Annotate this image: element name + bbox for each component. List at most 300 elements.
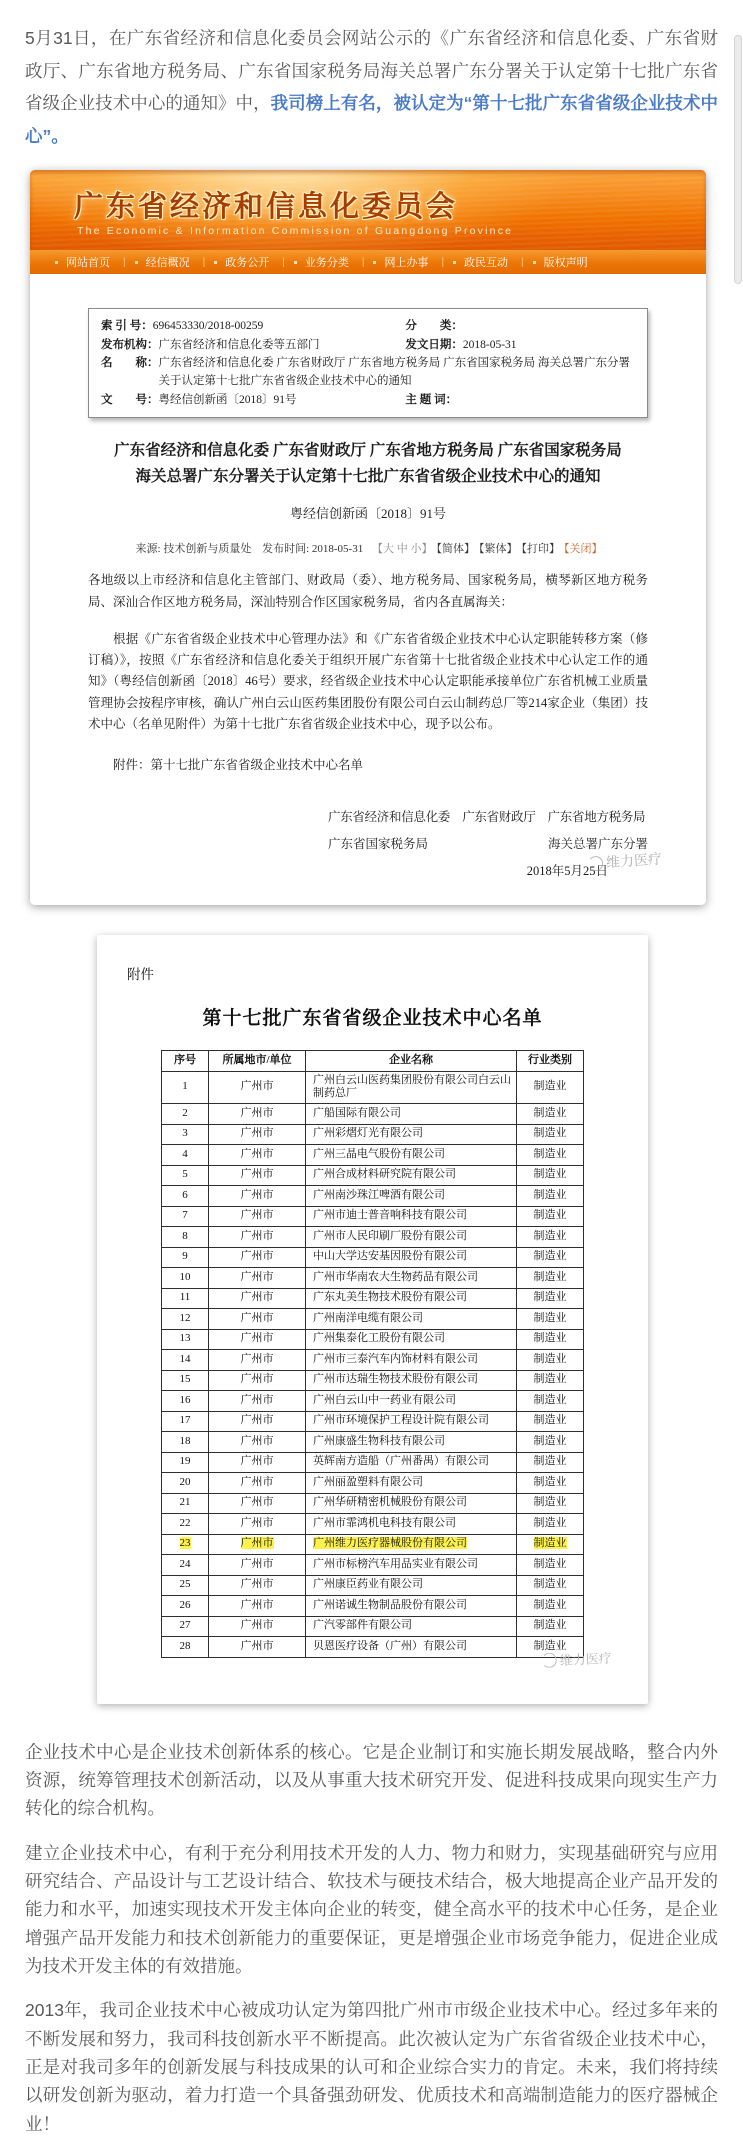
cell-industry-text: 制造业 xyxy=(533,1291,567,1304)
cell-company-text: 广州华研精密机械股份有限公司 xyxy=(313,1496,467,1509)
table-row xyxy=(162,1473,584,1494)
doc-tool-link[interactable]: 【关闭】 xyxy=(563,543,603,556)
cell-serial xyxy=(162,1268,209,1289)
doc-publish-time: 发布时间: 2018-05-31 xyxy=(262,543,364,556)
cell-company xyxy=(306,1411,517,1432)
cell-region xyxy=(209,1124,306,1145)
signature-line1: 广东省经济和信息化委 广东省财政厅 广东省地方税务局 xyxy=(328,810,646,825)
cell-company xyxy=(306,1186,517,1207)
attachment-title: 第十七批广东省省级企业技术中心名单 xyxy=(202,1008,543,1030)
meta-agency xyxy=(101,336,405,354)
doc-tool-link[interactable]: 【大 中 小】 xyxy=(371,543,433,556)
meta-name-value: 广东省经济和信息化委 广东省财政厅 广东省地方税务局 广东省国家税务局 海关总署广东分署关于认定第十七批广东省省级企业技术中心的通知 xyxy=(158,356,630,388)
cell-industry xyxy=(517,1473,584,1494)
cell-serial xyxy=(162,1071,209,1104)
signature-date: 2018年5月25日 xyxy=(526,864,608,879)
cell-region-text: 广州市 xyxy=(240,1393,274,1406)
cell-industry-text: 制造业 xyxy=(533,1352,567,1365)
attachment-label: 附件 xyxy=(127,967,154,983)
table-row xyxy=(162,1350,584,1371)
intro-highlight-text: 我司榜上有名，被认定为“第十七批广东省省级企业技术中心”。 xyxy=(25,93,719,146)
cell-region-text: 广州市 xyxy=(240,1106,274,1119)
cell-industry-text: 制造业 xyxy=(533,1475,567,1488)
cell-serial xyxy=(162,1124,209,1145)
cell-region-text: 广州市 xyxy=(240,1619,274,1632)
doc-title-line2: 海关总署广东分署关于认定第十七批广东省省级企业技术中心的通知 xyxy=(135,467,601,485)
cell-serial xyxy=(162,1206,209,1227)
cell-company xyxy=(306,1432,517,1453)
cell-region xyxy=(209,1186,306,1207)
cell-serial xyxy=(162,1309,209,1330)
cell-industry xyxy=(517,1514,584,1535)
cell-region-text: 广州市 xyxy=(240,1557,274,1570)
cell-company xyxy=(306,1575,517,1596)
doc-paragraph-recipients: 各地级以上市经济和信息化主管部门、财政局（委）、地方税务局、国家税务局，横琴新区地方税务局、深汕合作区地方税务局，深汕特别合作区国家税务局，省内各直属海关： xyxy=(88,573,648,609)
cell-industry xyxy=(517,1206,584,1227)
cell-region-text: 广州市 xyxy=(240,1516,274,1529)
cell-region xyxy=(209,1534,306,1555)
cell-company xyxy=(306,1309,517,1330)
cell-industry xyxy=(517,1411,584,1432)
cell-company xyxy=(306,1124,517,1145)
cell-company-text: 广州市霏鸿机电科技有限公司 xyxy=(313,1516,456,1529)
cell-region xyxy=(209,1493,306,1514)
doc-title-line1: 广东省经济和信息化委 广东省财政厅 广东省地方税务局 广东省国家税务局 xyxy=(114,442,622,460)
meta-agency-label: 发布机构： xyxy=(101,338,159,351)
cell-region xyxy=(209,1071,306,1104)
cell-serial-text: 2 xyxy=(182,1106,188,1119)
cell-company-text: 广州市环境保护工程设计院有限公司 xyxy=(313,1414,489,1427)
cell-region-text: 广州市 xyxy=(240,1639,274,1652)
meta-subject-label: 主 题 词： xyxy=(405,393,458,406)
nav-item-label: 业务分类 xyxy=(304,257,349,270)
cell-serial-text: 1 xyxy=(182,1080,188,1093)
table-row xyxy=(162,1145,584,1166)
cell-industry-text: 制造业 xyxy=(533,1434,567,1447)
cell-company xyxy=(306,1473,517,1494)
cell-region-text: 广州市 xyxy=(240,1270,274,1283)
cell-industry-text: 制造业 xyxy=(533,1106,567,1119)
cell-company-text: 贝恩医疗设备（广州）有限公司 xyxy=(313,1639,467,1652)
cell-serial-text: 28 xyxy=(179,1639,191,1652)
cell-region xyxy=(209,1452,306,1473)
intro-paragraph xyxy=(25,22,718,152)
cell-region-text: 广州市 xyxy=(240,1475,274,1488)
cell-company xyxy=(306,1555,517,1576)
cell-region xyxy=(209,1370,306,1391)
cell-industry xyxy=(517,1309,584,1330)
cell-industry-text: 制造业 xyxy=(533,1332,567,1345)
meta-index xyxy=(101,317,405,335)
outro-paragraph-1: 企业技术中心是企业技术创新体系的核心。它是企业制订和实施长期发展战略，整合内外资源，统筹管理技术创新活动，以及从事重大技术研究开发、促进科技成果向现实生产力转化的综合机构。 xyxy=(25,1741,718,1819)
nav-item[interactable] xyxy=(364,254,444,270)
cell-serial-text: 19 xyxy=(179,1455,191,1468)
cell-region xyxy=(209,1411,306,1432)
site-navbar xyxy=(30,250,706,274)
cell-serial xyxy=(162,1350,209,1371)
cell-company xyxy=(306,1288,517,1309)
doc-attachment-line: 附件：第十七批广东省省级企业技术中心名单 xyxy=(113,758,364,773)
signature-line2 xyxy=(328,834,648,852)
cell-industry-text: 制造业 xyxy=(533,1639,567,1652)
cell-region xyxy=(209,1555,306,1576)
cell-company-text: 广州维力医疗器械股份有限公司 xyxy=(313,1537,467,1550)
cell-industry-text: 制造业 xyxy=(533,1311,567,1324)
cell-region-text: 广州市 xyxy=(240,1311,274,1324)
cell-serial-text: 20 xyxy=(179,1475,191,1488)
cell-serial-text: 3 xyxy=(182,1127,188,1140)
cell-industry-text: 制造业 xyxy=(533,1209,567,1222)
cell-industry xyxy=(517,1534,584,1555)
doc-content xyxy=(30,274,706,905)
nav-item-label: 版权声明 xyxy=(543,257,588,270)
cell-company-text: 广州三晶电气股份有限公司 xyxy=(313,1147,445,1160)
nav-item-label: 政务公开 xyxy=(225,257,270,270)
cell-industry xyxy=(517,1186,584,1207)
cell-serial-text: 14 xyxy=(179,1352,191,1365)
cell-serial-text: 24 xyxy=(179,1557,191,1570)
nav-item[interactable] xyxy=(524,254,588,270)
site-banner-title: 广东省经济和信息化委员会 xyxy=(74,191,459,224)
cell-serial xyxy=(162,1493,209,1514)
column-header: 所属地市/单位 xyxy=(209,1051,306,1072)
cell-industry xyxy=(517,1071,584,1104)
nav-item-label: 网上办事 xyxy=(384,257,429,270)
table-row xyxy=(162,1329,584,1350)
cell-serial-text: 5 xyxy=(182,1168,188,1181)
cell-serial-text: 4 xyxy=(182,1147,188,1160)
table-row xyxy=(162,1534,584,1555)
table-row xyxy=(162,1309,584,1330)
cell-serial xyxy=(162,1104,209,1125)
meta-index-label: 索 引 号： xyxy=(101,320,153,333)
doc-title xyxy=(88,438,648,489)
cell-serial-text: 9 xyxy=(182,1250,188,1263)
table-row xyxy=(162,1186,584,1207)
cell-company-text: 广州南沙珠江啤酒有限公司 xyxy=(313,1188,445,1201)
cell-serial-text: 6 xyxy=(182,1188,188,1201)
table-row xyxy=(162,1206,584,1227)
cell-serial xyxy=(162,1432,209,1453)
cell-company-text: 广州白云山中一药业有限公司 xyxy=(313,1393,456,1406)
signature-agency-left: 广东省国家税务局 xyxy=(328,837,429,852)
cell-serial-text: 27 xyxy=(179,1619,191,1632)
cell-company xyxy=(306,1514,517,1535)
cell-company-text: 广州白云山医药集团股份有限公司白云山制药总厂 xyxy=(313,1073,511,1100)
doc-signature-block xyxy=(328,807,663,879)
outro-paragraph-2: 建立企业技术中心，有利于充分利用技术开发的人力、物力和财力，实现基础研究与应用研究结合、产品设计与工艺设计结合、软技术与硬技术结合，极大地提高企业产品开发的能力和水平，加速实现技术开发主体向企业的转变，健全高水平的技术中心任务，是企业增强产品开发能力和技术创新能力的重要保证，更是增强企业市场竞争能力，促进企业成为技术开发主体的有效措施。 xyxy=(25,1842,718,1976)
table-row xyxy=(162,1288,584,1309)
cell-region xyxy=(209,1268,306,1289)
cell-company xyxy=(306,1227,517,1248)
cell-region-text: 广州市 xyxy=(240,1414,274,1427)
cell-company-text: 广州合成材料研究院有限公司 xyxy=(313,1168,456,1181)
cell-serial xyxy=(162,1534,209,1555)
cell-region xyxy=(209,1309,306,1330)
cell-serial xyxy=(162,1555,209,1576)
nav-item[interactable] xyxy=(444,254,524,270)
cell-serial-text: 18 xyxy=(179,1434,191,1447)
cell-industry-text: 制造业 xyxy=(533,1127,567,1140)
cell-company-text: 中山大学达安基因股份有限公司 xyxy=(313,1250,467,1263)
cell-industry xyxy=(517,1165,584,1186)
meta-date-label: 发文日期： xyxy=(405,338,463,351)
cell-company xyxy=(306,1452,517,1473)
cell-industry-text: 制造业 xyxy=(533,1537,567,1550)
cell-industry xyxy=(517,1329,584,1350)
watermark-logo-icon xyxy=(541,1652,557,1668)
cell-region xyxy=(209,1575,306,1596)
cell-region-text: 广州市 xyxy=(240,1080,274,1093)
table-row xyxy=(162,1575,584,1596)
cell-company-text: 广汽零部件有限公司 xyxy=(313,1619,412,1632)
cell-region xyxy=(209,1165,306,1186)
table-row xyxy=(162,1165,584,1186)
table-row xyxy=(162,1268,584,1289)
cell-region xyxy=(209,1391,306,1412)
table-row xyxy=(162,1247,584,1268)
cell-company xyxy=(306,1247,517,1268)
cell-serial xyxy=(162,1370,209,1391)
cell-serial-text: 17 xyxy=(179,1414,191,1427)
cell-company-text: 广州市人民印刷厂股份有限公司 xyxy=(313,1229,467,1242)
cell-region xyxy=(209,1288,306,1309)
cell-region-text: 广州市 xyxy=(240,1229,274,1242)
nav-item[interactable] xyxy=(285,254,365,270)
cell-industry xyxy=(517,1391,584,1412)
cell-industry xyxy=(517,1268,584,1289)
cell-industry-text: 制造业 xyxy=(533,1080,567,1093)
cell-region xyxy=(209,1247,306,1268)
cell-region xyxy=(209,1616,306,1637)
cell-serial-text: 10 xyxy=(179,1270,191,1283)
outro-paragraph-3: 2013年，我司企业技术中心被成功认定为第四批广州市市级企业技术中心。经过多年来的不断发展和努力，我司科技创新水平不断提高。此次被认定为广东省省级企业技术中心，正是对我司多年的创新发展与科技成果的认可和企业综合实力的肯定。未来，我们将持续以研发创新为驱动，着力打造一个具备强劲研发、优质技术和高端制造能力的医疗器械企业！ xyxy=(25,2000,718,2134)
cell-industry-text: 制造业 xyxy=(533,1250,567,1263)
cell-company-text: 广州彩熠灯光有限公司 xyxy=(313,1127,423,1140)
cell-industry-text: 制造业 xyxy=(533,1270,567,1283)
cell-serial-text: 16 xyxy=(179,1393,191,1406)
cell-company-text: 广州市达瑞生物技术股份有限公司 xyxy=(313,1373,478,1386)
cell-company-text: 广州诺诚生物制品股份有限公司 xyxy=(313,1598,467,1611)
table-row xyxy=(162,1514,584,1535)
cell-serial xyxy=(162,1411,209,1432)
cell-company xyxy=(306,1268,517,1289)
cell-region-text: 广州市 xyxy=(240,1455,274,1468)
cell-region xyxy=(209,1637,306,1658)
nav-item[interactable] xyxy=(46,254,126,270)
cell-region-text: 广州市 xyxy=(240,1434,274,1447)
cell-region xyxy=(209,1350,306,1371)
watermark-text: 维力医疗 xyxy=(605,850,663,871)
cell-region-text: 广州市 xyxy=(240,1127,274,1140)
cell-company xyxy=(306,1616,517,1637)
table-row xyxy=(162,1104,584,1125)
nav-item-label: 网站首页 xyxy=(66,257,110,270)
cell-industry xyxy=(517,1616,584,1637)
table-row xyxy=(162,1555,584,1576)
cell-industry xyxy=(517,1145,584,1166)
cell-serial-text: 23 xyxy=(179,1537,191,1550)
table-row xyxy=(162,1493,584,1514)
meta-index-value: 696453330/2018-00259 xyxy=(152,320,264,333)
cell-company xyxy=(306,1534,517,1555)
cell-company xyxy=(306,1329,517,1350)
cell-serial-text: 8 xyxy=(182,1229,188,1242)
table-row xyxy=(162,1432,584,1453)
cell-industry-text: 制造业 xyxy=(533,1455,567,1468)
table-row xyxy=(162,1616,584,1637)
cell-industry xyxy=(517,1350,584,1371)
cell-industry-text: 制造业 xyxy=(533,1619,567,1632)
cell-region-text: 广州市 xyxy=(240,1496,274,1509)
doc-tool-link[interactable]: 【打印】 xyxy=(521,543,560,556)
cell-industry xyxy=(517,1575,584,1596)
cell-industry xyxy=(517,1247,584,1268)
nav-item-label: 政民互动 xyxy=(464,257,509,270)
table-row xyxy=(162,1391,584,1412)
signature-date-row xyxy=(328,850,663,879)
cell-region xyxy=(209,1145,306,1166)
cell-serial xyxy=(162,1227,209,1248)
cell-region xyxy=(209,1329,306,1350)
cell-serial-text: 11 xyxy=(179,1291,191,1304)
meta-subject xyxy=(405,391,635,409)
meta-docno xyxy=(101,391,405,409)
watermark-logo-icon xyxy=(588,855,604,871)
gov-notice-screenshot xyxy=(30,170,706,905)
table-row xyxy=(162,1124,584,1145)
cell-industry-text: 制造业 xyxy=(533,1147,567,1160)
cell-industry xyxy=(517,1104,584,1125)
cell-region xyxy=(209,1206,306,1227)
cell-region-text: 广州市 xyxy=(240,1537,274,1550)
cell-industry xyxy=(517,1432,584,1453)
doc-paragraph-body: 根据《广东省省级企业技术中心管理办法》和《广东省省级企业技术中心认定职能转移方案（修订稿）》，按照《广东省经济和信息化委关于组织开展广东省第十七批省级企业技术中心认定工作的通知》（粤经信创新函〔2018〕46号）要求，经省级企业技术中心认定职能承接单位广东省机械工业质量管理协会按程序审核，确认广州白云山医药集团股份有限公司白云山制药总厂等214家企业（集团）技术中心（名单见附件）为第十七批广东省省级企业技术中心，现予以公布。 xyxy=(88,631,648,731)
cell-industry xyxy=(517,1452,584,1473)
watermark-text: 维力医疗 xyxy=(559,1650,613,1668)
page-scrollbar-thumb[interactable] xyxy=(734,35,742,284)
cell-serial xyxy=(162,1637,209,1658)
cell-serial-text: 26 xyxy=(179,1598,191,1611)
cell-company xyxy=(306,1206,517,1227)
column-header: 序号 xyxy=(162,1051,209,1072)
cell-region-text: 广州市 xyxy=(240,1291,274,1304)
cell-region-text: 广州市 xyxy=(240,1332,274,1345)
cell-industry xyxy=(517,1493,584,1514)
cell-serial xyxy=(162,1165,209,1186)
cell-industry-text: 制造业 xyxy=(533,1414,567,1427)
cell-region xyxy=(209,1104,306,1125)
cell-industry-text: 制造业 xyxy=(533,1516,567,1529)
doc-tool-link[interactable]: 【繁体】 xyxy=(478,543,518,556)
doc-meta-box xyxy=(88,308,648,418)
cell-region-text: 广州市 xyxy=(240,1168,274,1181)
cell-region-text: 广州市 xyxy=(240,1352,274,1365)
cell-serial-text: 22 xyxy=(179,1516,191,1529)
cell-serial-text: 12 xyxy=(179,1311,191,1324)
cell-serial xyxy=(162,1473,209,1494)
site-banner-subtitle: The Economic & Information Commission of Guangdong Province xyxy=(77,225,514,238)
cell-serial xyxy=(162,1452,209,1473)
cell-company-text: 英辉南方造船（广州番禺）有限公司 xyxy=(313,1455,489,1468)
cell-industry xyxy=(517,1288,584,1309)
cell-industry xyxy=(517,1124,584,1145)
cell-serial-text: 21 xyxy=(179,1496,191,1509)
cell-company-text: 广船国际有限公司 xyxy=(313,1106,401,1119)
table-row xyxy=(162,1071,584,1104)
cell-industry-text: 制造业 xyxy=(533,1188,567,1201)
cell-serial xyxy=(162,1186,209,1207)
nav-item[interactable] xyxy=(126,254,206,270)
cell-serial-text: 15 xyxy=(179,1373,191,1386)
cell-serial-text: 13 xyxy=(179,1332,191,1345)
doc-tools xyxy=(370,543,605,555)
cell-serial xyxy=(162,1247,209,1268)
cell-industry-text: 制造业 xyxy=(533,1598,567,1611)
cell-company-text: 广州康盛生物科技有限公司 xyxy=(313,1434,445,1447)
cell-industry-text: 制造业 xyxy=(533,1557,567,1570)
attachment-screenshot xyxy=(97,935,648,1704)
site-banner xyxy=(30,170,706,250)
cell-region-text: 广州市 xyxy=(240,1188,274,1201)
cell-serial xyxy=(162,1145,209,1166)
cell-industry-text: 制造业 xyxy=(533,1373,567,1386)
companies-table xyxy=(161,1050,584,1658)
cell-region xyxy=(209,1514,306,1535)
table-header-row xyxy=(162,1051,584,1072)
doc-number: 粤经信创新函〔2018〕91号 xyxy=(289,506,446,522)
cell-company xyxy=(306,1165,517,1186)
column-header: 企业名称 xyxy=(306,1051,517,1072)
meta-name-label: 名 称： xyxy=(101,356,159,369)
nav-item[interactable] xyxy=(205,254,285,270)
cell-company-text: 广州南洋电缆有限公司 xyxy=(313,1311,423,1324)
cell-serial xyxy=(162,1596,209,1617)
meta-date xyxy=(405,336,635,354)
meta-docno-value: 粤经信创新函〔2018〕91号 xyxy=(158,393,297,406)
cell-region xyxy=(209,1227,306,1248)
cell-industry xyxy=(517,1227,584,1248)
cell-company-text: 广州集泰化工股份有限公司 xyxy=(313,1332,445,1345)
cell-serial xyxy=(162,1391,209,1412)
cell-industry xyxy=(517,1555,584,1576)
cell-region xyxy=(209,1473,306,1494)
cell-company-text: 广州市三泰汽车内饰材料有限公司 xyxy=(313,1352,478,1365)
cell-company xyxy=(306,1370,517,1391)
cell-region-text: 广州市 xyxy=(240,1250,274,1263)
cell-company xyxy=(306,1493,517,1514)
cell-industry-text: 制造业 xyxy=(533,1393,567,1406)
cell-serial xyxy=(162,1514,209,1535)
cell-company-text: 广州市华南农大生物药品有限公司 xyxy=(313,1270,478,1283)
cell-company-text: 广州市迪士普音响科技有限公司 xyxy=(313,1209,467,1222)
cell-serial-text: 7 xyxy=(182,1209,188,1222)
meta-category xyxy=(405,317,635,335)
nav-item-label: 经信概况 xyxy=(145,257,190,270)
meta-name xyxy=(101,354,635,391)
cell-company xyxy=(306,1104,517,1125)
watermark-weili xyxy=(587,848,662,873)
doc-tool-link[interactable]: 【简体】 xyxy=(436,543,475,556)
cell-serial xyxy=(162,1575,209,1596)
cell-company xyxy=(306,1071,517,1104)
meta-date-value: 2018-05-31 xyxy=(462,338,517,351)
meta-docno-label: 文 号： xyxy=(101,393,159,406)
intro-text: 5月31日，在广东省经济和信息化委员会网站公示的《广东省经济和信息化委、广东省财政厅、广东省地方税务局、广东省国家税务局海关总署广东分署关于认定第十七批广东省省级企业技术中心的通知》中， xyxy=(25,28,718,114)
cell-serial xyxy=(162,1329,209,1350)
cell-region-text: 广州市 xyxy=(240,1373,274,1386)
signature-agency-right: 海关总署广东分署 xyxy=(547,837,648,852)
